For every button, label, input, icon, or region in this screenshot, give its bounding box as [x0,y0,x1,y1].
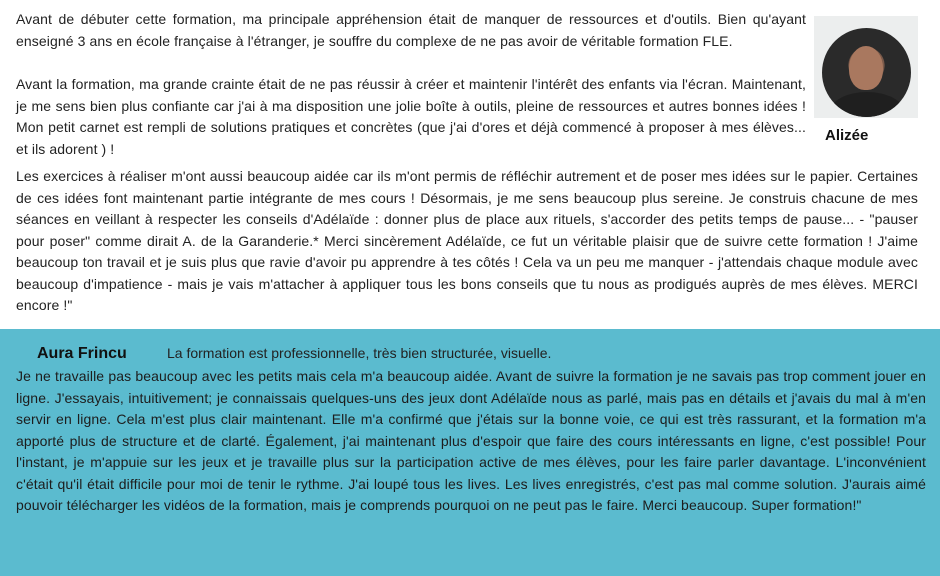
testimonial-alizee-paragraph-3: Les exercices à réaliser m'ont aussi beaucoup aidée car ils m'ont permis de réfléchir autrement et de poser mes idées sur le papier. Certaines de ces idées font maintenant partie intégrante de mes cours ! Désormais, je me sens beaucoup plus sereine. Je construis chacune de mes séances en veillant à respecter les conseils d'Adélaïde : donner plus de place aux rituels, s'accorder des petits temps de pause... - "pauser pour poser" comme dirait A. de la Garanderie.* Merci sincèrement Adélaïde, ce fut un véritable plaisir que de suivre cette formation ! J'aime beaucoup ton travail et je suis plus que ravie d'avoir pu apprendre à tes côtés ! Cela va un peu me manquer - j'attendais chaque module avec beaucoup d'impatience - mais je vais m'attacher à appliquer tous les bons conseils que tu nous as prodigués auprès de mes élèves. MERCI encore !" [16,168,918,313]
testimonial-aura-panel [0,329,940,576]
testimonial-alizee-name: Alizée [825,127,869,144]
testimonial-aura-name: Aura Frincu [37,345,127,362]
avatar-face [849,46,883,90]
avatar-shoulders [830,92,904,117]
testimonial-aura-body: Je ne travaille pas beaucoup avec les petits mais cela m'a beaucoup aidée. Avant de suivre la formation je ne savais pas trop comment jouer en ligne. J'essayais, intuitivement; je connaissais quelques-uns des jeux dont Adélaïde nous as parlé, mais pas en détails et j'avais du mal à m'en servir en ligne. Cela m'est plus clair maintenant. Elle m'a confirmé que j'étais sur la bonne voie, ce qui est très rassurant, et la formation m'a apporté plus de structure et de clarté. Également, j'ai maintenant plus d'espoir que faire des cours intéressants en ligne, c'est possible! Pour l'instant, je m'appuie sur les jeux et je travaille plus sur la participation active de mes élèves, pour les faire parler davantage. L'inconvénient c'était qu'il était difficile pour moi de tenir le rythme. J'ai loupé tous les lives. Les lives enregistrés, c'est pas mal comme solution. J'aurais aimé pouvoir télécharger les vidéos de la formation, mais je comprends pourquoi on ne peut pas le faire. Merci beaucoup. Super formation!" [16,368,926,513]
alizee-photo [814,16,918,118]
testimonial-alizee-paragraph-2: Avant la formation, ma grande crainte était de ne pas réussir à créer et maintenir l'intérêt des enfants via l'écran. Maintenant, je me sens bien plus confiante car j'ai à ma disposition une jolie boîte à outils, pleine de ressources et autres bonnes idées ! Mon petit carnet est rempli de solutions pratiques et concrètes (que j'ai d'ores et déjà commencé à proposer à mes élèves... et ils adorent ) ! [16,76,806,157]
testimonial-aura-intro: La formation est professionnelle, très bien structurée, visuelle. [167,345,552,361]
avatar [822,28,911,117]
testimonial-alizee-paragraph-1: Avant de débuter cette formation, ma principale appréhension était de manquer de ressources et d'outils. Bien qu'ayant enseigné 3 ans en école française à l'étranger, je souffre du complexe de ne pas avoir de véritable formation FLE. [16,11,806,49]
